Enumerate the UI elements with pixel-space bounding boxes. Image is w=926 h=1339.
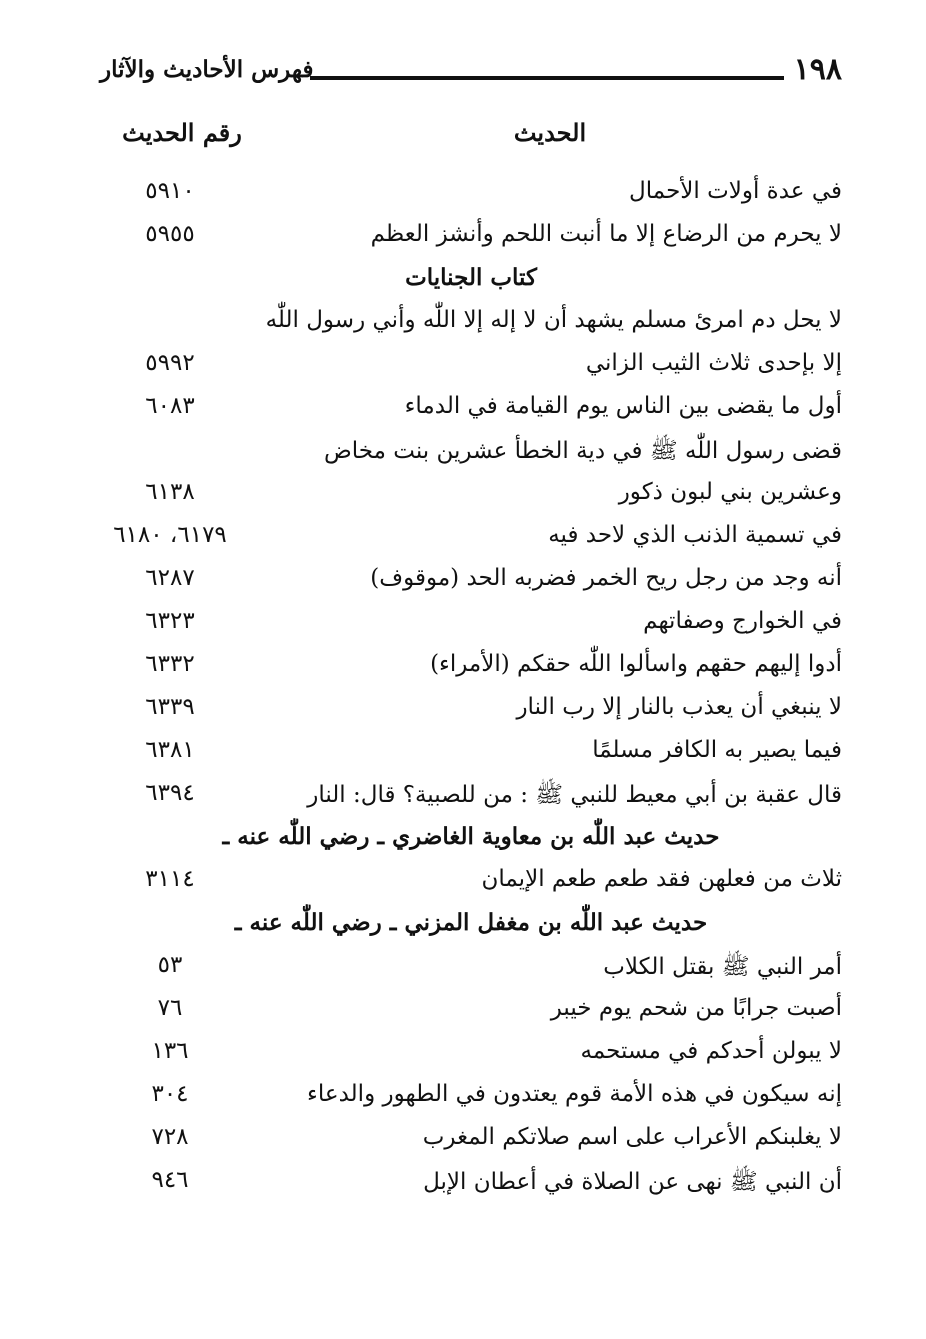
running-title: فهرس الأحاديث والآثار [100, 56, 314, 83]
index-row [100, 1075, 842, 1118]
hadith-number: ٣١١٤ [145, 866, 195, 892]
hadith-text: في الخوارج وصفاتهم [643, 608, 842, 634]
section-heading-text: كتاب الجنايات [405, 264, 537, 291]
hadith-text: أنه وجد من رجل ريح الخمر فضربه الحد (موقوف) [370, 565, 842, 591]
section-heading-text: حديث عبد اللّٰه بن مغفل المزني ـ رضي اللّٰه عنه ـ [234, 909, 708, 936]
hadith-text: لا يحرم من الرضاع إلا ما أنبت اللحم وأنشز العظم [370, 221, 842, 247]
hadith-number: ٦١٣٨ [145, 479, 195, 505]
index-table [100, 172, 842, 1204]
index-row [100, 860, 842, 903]
hadith-number: ٦٠٨٣ [145, 393, 195, 419]
hadith-number: ٩٤٦ [151, 1167, 189, 1193]
hadith-number: ٦٣٢٣ [145, 608, 195, 634]
index-row [100, 1032, 842, 1075]
section-heading [100, 903, 842, 946]
hadith-number: ٥٣ [157, 952, 183, 978]
header-rule [310, 76, 784, 80]
column-header-hadith-number: رقم الحديث [122, 118, 242, 147]
index-row [100, 215, 842, 258]
hadith-text: قال عقبة بن أبي معيط للنبي ﷺ : من للصبية؟ قال: النار [307, 782, 842, 808]
index-row [100, 387, 842, 430]
hadith-text: لا يحل دم امرئ مسلم يشهد أن لا إله إلا اللّٰه وأني رسول اللّٰه [265, 307, 842, 333]
section-heading-text: حديث عبد اللّٰه بن معاوية الغاضري ـ رضي اللّٰه عنه ـ [222, 823, 720, 850]
hadith-text: لا يغلبنكم الأعراب على اسم صلاتكم المغرب [422, 1124, 842, 1150]
hadith-number: ٥٩٩٢ [145, 350, 195, 376]
index-row [100, 172, 842, 215]
hadith-number: ١٣٦ [151, 1038, 189, 1064]
hadith-number: ٧٦ [157, 995, 183, 1021]
hadith-text: ثلاث من فعلهن فقد طعم طعم الإيمان [481, 866, 842, 892]
hadith-text: أمر النبي ﷺ بقتل الكلاب [603, 954, 842, 980]
hadith-text: في تسمية الذنب الذي لاحد فيه [548, 522, 842, 548]
hadith-text: فيما يصير به الكافر مسلمًا [592, 737, 842, 763]
page-number: ١٩٨ [793, 52, 842, 87]
hadith-number: ٦٣٩٤ [145, 780, 195, 806]
index-row [100, 645, 842, 688]
hadith-number: ٦٣٣٢ [145, 651, 195, 677]
index-row [100, 344, 842, 387]
index-row [100, 473, 842, 516]
index-row [100, 559, 842, 602]
column-header-hadith: الحديث [513, 118, 587, 147]
hadith-text: لا ينبغي أن يعذب بالنار إلا رب النار [516, 694, 842, 720]
running-header [100, 50, 842, 94]
index-row [100, 516, 842, 559]
index-row [100, 731, 842, 774]
hadith-text: إنه سيكون في هذه الأمة قوم يعتدون في الطهور والدعاء [307, 1081, 842, 1107]
hadith-number: ٧٢٨ [151, 1124, 189, 1150]
hadith-text: أصبت جرابًا من شحم يوم خيبر [550, 995, 842, 1021]
hadith-number: ٣٠٤ [151, 1081, 189, 1107]
index-row [100, 430, 842, 473]
hadith-text: في عدة أولات الأحمال [629, 178, 842, 204]
hadith-number: ٦٣٨١ [145, 737, 195, 763]
index-row [100, 946, 842, 989]
hadith-number: ٦١٧٩، ٦١٨٠ [113, 522, 227, 548]
hadith-text: وعشرين بني لبون ذكور [618, 479, 842, 505]
hadith-text: أدوا إليهم حقهم واسألوا اللّٰه حقكم (الأمراء) [430, 651, 842, 677]
hadith-text: إلا بإحدى ثلاث الثيب الزاني [585, 350, 842, 376]
section-heading [100, 817, 842, 860]
hadith-number: ٥٩٥٥ [145, 221, 195, 247]
hadith-text: أول ما يقضى بين الناس يوم القيامة في الدماء [404, 393, 842, 419]
index-row [100, 688, 842, 731]
hadith-number: ٦٢٨٧ [145, 565, 195, 591]
index-row [100, 1161, 842, 1204]
hadith-text: قضى رسول اللّٰه ﷺ في دية الخطأ عشرين بنت مخاض [323, 438, 842, 464]
section-heading [100, 258, 842, 301]
index-row [100, 774, 842, 817]
index-row [100, 301, 842, 344]
hadith-number: ٦٣٣٩ [145, 694, 195, 720]
hadith-text: لا يبولن أحدكم في مستحمه [580, 1038, 842, 1064]
index-row [100, 602, 842, 645]
index-row [100, 989, 842, 1032]
hadith-text: أن النبي ﷺ نهى عن الصلاة في أعطان الإبل [423, 1169, 842, 1195]
hadith-number: ٥٩١٠ [145, 178, 195, 204]
index-row [100, 1118, 842, 1161]
